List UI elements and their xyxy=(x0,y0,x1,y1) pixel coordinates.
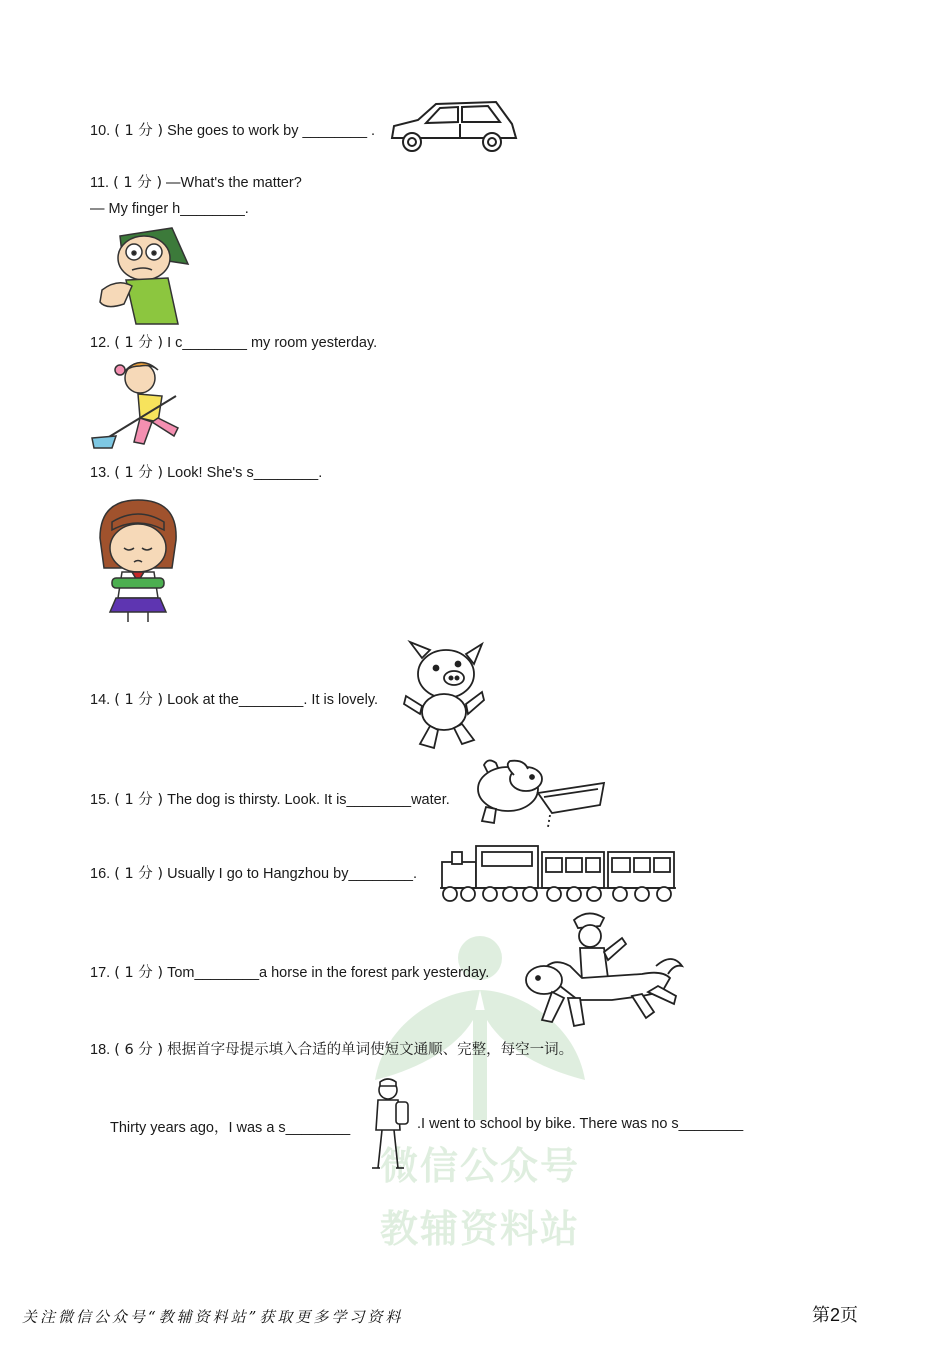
question-11 xyxy=(90,171,302,192)
question-score: ( 1 分 ) xyxy=(114,692,164,708)
question-score: ( 1 分 ) xyxy=(114,123,164,139)
question-number: 17. xyxy=(90,965,111,981)
pig-illustration xyxy=(400,640,488,752)
question-number: 16. xyxy=(90,866,111,882)
sad-girl-illustration xyxy=(94,498,184,626)
question-text: Look at the________. It is lovely. xyxy=(167,692,379,708)
horse-rider-icon xyxy=(522,908,686,1032)
question-11-answer-line: — My finger h________. xyxy=(90,201,249,217)
question-number: 15. xyxy=(90,792,111,808)
watermark-line-2: 教辅资料站 xyxy=(379,1207,580,1251)
dog-drinking-illustration xyxy=(474,757,606,831)
question-10 xyxy=(90,119,375,140)
question-number: 11. xyxy=(90,175,110,191)
question-score: ( 1 分 ) xyxy=(114,335,164,351)
question-number: 10. xyxy=(90,123,111,139)
car-illustration xyxy=(388,98,523,158)
sad-girl-icon xyxy=(94,498,184,626)
question-13 xyxy=(90,461,322,482)
student-with-backpack-icon xyxy=(366,1078,412,1172)
question-text: Tom________a horse in the forest park yesterday. xyxy=(167,965,490,981)
mopping-girl-icon xyxy=(90,356,190,452)
question-score: ( 1 分 ) xyxy=(114,465,164,481)
question-score: ( 1 分 ) xyxy=(114,965,164,981)
dog-drinking-icon xyxy=(474,757,606,831)
footer-promo-text: 关注微信公众号“教辅资料站”获取更多学习资料 xyxy=(22,1308,404,1326)
question-score: ( 6 分 ) xyxy=(114,1042,164,1058)
page-number: 第2页 xyxy=(812,1305,859,1325)
question-text: —What's the matter? xyxy=(166,175,302,191)
question-16 xyxy=(90,862,417,883)
question-text: She goes to work by ________ . xyxy=(167,123,376,139)
train-icon xyxy=(438,836,678,906)
question-score: ( 1 分 ) xyxy=(114,866,164,882)
question-score: ( 1 分 ) xyxy=(114,792,164,808)
question-14 xyxy=(90,688,378,709)
question-number: 18. xyxy=(90,1042,111,1058)
question-18 xyxy=(90,1038,573,1059)
question-text: Usually I go to Hangzhou by________. xyxy=(167,866,418,882)
question-text: I c________ my room yesterday. xyxy=(167,335,378,351)
question-17 xyxy=(90,961,489,982)
watermark-line-1: 微信公众号 xyxy=(379,1144,580,1188)
question-text: The dog is thirsty. Look. It is________water. xyxy=(167,792,450,808)
boy-finger-illustration xyxy=(92,224,192,326)
horse-rider-illustration xyxy=(522,908,686,1032)
student-illustration xyxy=(366,1078,412,1172)
passage-part-1: Thirty years ago，I was a s________ xyxy=(110,1120,351,1136)
passage-part-2: .I went to school by bike. There was no s________ xyxy=(417,1116,744,1132)
car-icon xyxy=(388,98,523,158)
question-number: 13. xyxy=(90,465,111,481)
question-text: Look! She's s________. xyxy=(167,465,323,481)
pig-icon xyxy=(400,640,488,752)
hurt-boy-icon xyxy=(92,224,192,326)
question-instruction: 根据首字母提示填入合适的单词使短文通顺、完整，每空一词。 xyxy=(167,1042,574,1058)
question-number: 12. xyxy=(90,335,111,351)
question-score: ( 1 分 ) xyxy=(113,175,162,191)
girl-cleaning-illustration xyxy=(90,356,190,452)
question-12 xyxy=(90,331,377,352)
question-15 xyxy=(90,788,450,809)
train-illustration xyxy=(438,836,678,906)
question-number: 14. xyxy=(90,692,111,708)
